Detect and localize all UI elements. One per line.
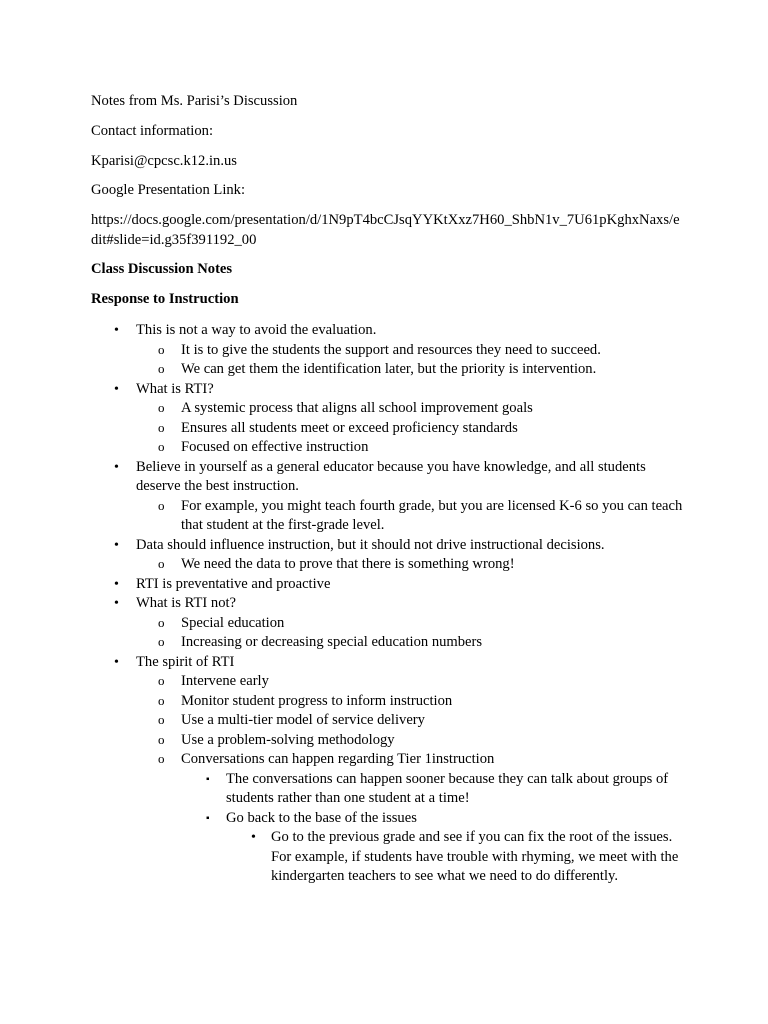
list-marker: • xyxy=(114,576,119,592)
list-marker: ▪ xyxy=(206,773,210,785)
list-marker: o xyxy=(158,634,165,649)
contact-email: Kparisi@cpcsc.k12.in.us xyxy=(91,153,237,169)
list-marker: o xyxy=(158,614,165,630)
list-item xyxy=(0,594,684,653)
list-item-text: Special education xyxy=(181,614,285,631)
sub-list xyxy=(0,341,684,380)
list-item-text: It is to give the students the support and resources they need to succeed. xyxy=(181,341,601,358)
list-item-text: A systemic process that aligns all school improvement goals xyxy=(181,400,533,416)
sub-list xyxy=(181,828,684,887)
list-marker: o xyxy=(158,556,165,571)
list-marker: • xyxy=(114,459,119,475)
list-item-text: This is not a way to avoid the evaluation. xyxy=(136,322,377,338)
list-item xyxy=(136,731,684,751)
list-item xyxy=(136,438,684,458)
list-item xyxy=(136,555,684,575)
list-item xyxy=(0,458,684,536)
list-item-text: Ensures all students meet or exceed proficiency standards xyxy=(181,419,518,436)
list-item-text: Use a multi-tier model of service delivery xyxy=(181,712,425,728)
list-item-text: Focused on effective instruction xyxy=(181,439,369,455)
sub-list xyxy=(0,555,684,575)
list-item-text: Increasing or decreasing special education numbers xyxy=(181,634,483,650)
list-marker: o xyxy=(158,692,165,708)
rti-heading: Response to Instruction xyxy=(91,291,239,307)
list-item xyxy=(0,380,684,458)
list-item xyxy=(136,497,684,536)
list-item xyxy=(136,692,684,712)
list-item xyxy=(136,750,684,887)
list-item-text: The conversations can happen sooner because they can talk about groups of students rather than one student at a time! xyxy=(226,770,669,806)
list-marker: o xyxy=(158,439,165,454)
list-item xyxy=(0,575,684,595)
list-item xyxy=(136,614,684,634)
list-marker: o xyxy=(158,400,165,415)
list-marker: o xyxy=(158,673,165,688)
list-item xyxy=(181,809,684,887)
presentation-link-label: Google Presentation Link: xyxy=(91,182,246,198)
list-marker: o xyxy=(158,361,165,376)
contact-label: Contact information: xyxy=(91,123,213,139)
list-item-text: We can get them the identification later, but the priority is intervention. xyxy=(181,361,597,377)
list-item xyxy=(136,341,684,361)
list-item xyxy=(181,770,684,809)
list-item xyxy=(226,828,684,887)
list-item-text: Believe in yourself as a general educator because you have knowledge, and all students deserve the best instruction. xyxy=(136,458,646,494)
list-item xyxy=(0,653,684,887)
list-item-text: For example, you might teach fourth grade, but you are licensed K-6 so you can teach that student at the first-grade level. xyxy=(181,497,683,533)
list-item xyxy=(136,399,684,419)
list-item-text: Go to the previous grade and see if you can fix the root of the issues. For example, if students have trouble with rhyming, we meet with the kindergarten teachers to see what we need to do differently. xyxy=(271,829,679,884)
sub-list xyxy=(0,497,684,536)
presentation-link-url: https://docs.google.com/presentation/d/1N9pT4bcCJsqYYKtXxz7H60_ShbN1v_7U61pKghxNaxs/edit#slide=id.g35f391192_00 xyxy=(91,212,680,248)
list-item xyxy=(136,419,684,439)
list-item-text: RTI is preventative and proactive xyxy=(136,575,331,592)
list-marker: o xyxy=(158,751,165,766)
list-item xyxy=(136,672,684,692)
list-item-text: Intervene early xyxy=(181,673,269,689)
list-marker: ▪ xyxy=(206,812,210,824)
sub-list xyxy=(0,614,684,653)
list-item-text: The spirit of RTI xyxy=(136,653,235,670)
list-item-text: Conversations can happen regarding Tier 1instruction xyxy=(181,751,495,767)
list-item-text: What is RTI? xyxy=(136,380,214,397)
list-marker: • xyxy=(251,830,256,845)
list-marker: • xyxy=(114,381,119,397)
document-title: Notes from Ms. Parisi’s Discussion xyxy=(91,93,298,109)
sub-list xyxy=(0,399,684,458)
list-item-text: Data should influence instruction, but it should not drive instructional decisions. xyxy=(136,536,605,553)
list-marker: o xyxy=(158,731,165,747)
list-marker: o xyxy=(158,419,165,435)
list-item-text: Go back to the base of the issues xyxy=(226,809,417,826)
list-item-text: We need the data to prove that there is something wrong! xyxy=(181,556,515,572)
list-marker: • xyxy=(114,323,119,338)
list-marker: o xyxy=(158,712,165,727)
list-item xyxy=(136,711,684,731)
list-marker: • xyxy=(114,596,119,611)
list-marker: • xyxy=(114,654,119,670)
list-item-text: Monitor student progress to inform instruction xyxy=(181,692,453,709)
list-item xyxy=(136,360,684,380)
list-item xyxy=(136,633,684,653)
list-marker: o xyxy=(158,341,165,357)
list-marker: • xyxy=(114,537,119,553)
list-item-text: Use a problem-solving methodology xyxy=(181,731,395,748)
class-discussion-heading: Class Discussion Notes xyxy=(91,261,233,277)
notes-list xyxy=(0,321,768,887)
list-item xyxy=(0,536,684,575)
sub-list xyxy=(136,770,684,887)
list-marker: o xyxy=(158,497,165,513)
list-item xyxy=(0,321,684,380)
sub-list xyxy=(0,672,684,887)
list-item-text: What is RTI not? xyxy=(136,595,237,611)
